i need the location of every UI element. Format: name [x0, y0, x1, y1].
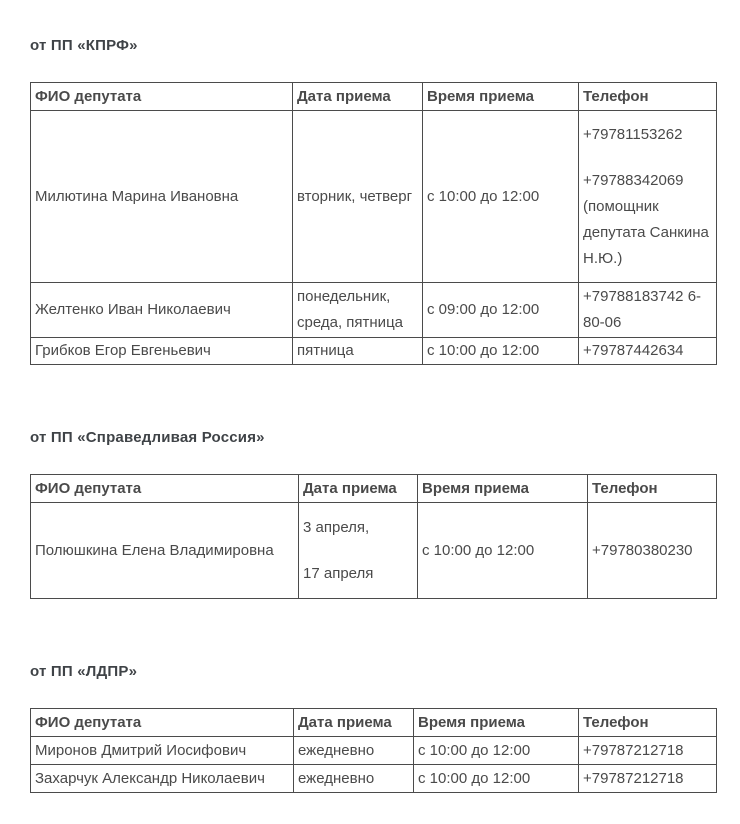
cell-text: с 10:00 до 12:00 [418, 769, 531, 787]
cell-text: 3 апреля, [303, 518, 370, 536]
table-cell [423, 111, 579, 283]
table-cell [423, 338, 579, 365]
table-row [31, 503, 717, 599]
table-cell [294, 737, 414, 765]
cell-text: ежедневно [298, 769, 375, 787]
cell-text: с 09:00 до 12:00 [427, 301, 540, 318]
table-cell [423, 283, 579, 338]
reception-table-ldpr [30, 708, 717, 793]
reception-table-kprf [30, 82, 717, 365]
table-cell [579, 111, 717, 283]
cell-text: Захарчук Александр Николаевич [35, 769, 265, 787]
table-cell [293, 283, 423, 338]
table-cell [293, 111, 423, 283]
column-header: ФИО депутата [31, 709, 294, 737]
table-row [31, 737, 717, 765]
section-ldpr [30, 663, 716, 793]
cell-text: с 10:00 до 12:00 [427, 342, 540, 359]
table-cell [299, 503, 418, 599]
cell-text: Грибков Егор Евгеньевич [35, 342, 211, 359]
table-cell [31, 503, 299, 599]
header-row [31, 709, 717, 737]
cell-text: ежедневно [298, 741, 375, 759]
cell-text: +79787442634 [583, 342, 684, 359]
column-header: Дата приема [294, 709, 414, 737]
cell-text: с 10:00 до 12:00 [422, 541, 535, 559]
cell-text: пятница [297, 342, 354, 359]
cell-text: 17 апреля [303, 564, 374, 582]
section-heading-kprf: от ПП «КПРФ» [30, 37, 138, 54]
section-heading-ldpr: от ПП «ЛДПР» [30, 663, 138, 680]
cell-text: +79780380230 [592, 541, 693, 559]
section-kprf [30, 37, 716, 365]
table-cell [579, 765, 717, 793]
table-cell [31, 765, 294, 793]
section-spravedlivaya-rossiya [30, 429, 716, 599]
cell-text: с 10:00 до 12:00 [418, 741, 531, 759]
column-header: Дата приема [293, 83, 423, 111]
column-header: Телефон [588, 475, 717, 503]
column-header: ФИО депутата [31, 475, 299, 503]
column-header: Телефон [579, 83, 717, 111]
table-cell [579, 283, 717, 338]
cell-text: Милютина Марина Ивановна [35, 187, 239, 205]
cell-text: +79788342069 (помощник депутата Санкина Н.Ю.) [583, 171, 709, 267]
column-header: Время приема [418, 475, 588, 503]
table-row [31, 111, 717, 283]
cell-text: Миронов Дмитрий Иосифович [35, 741, 247, 759]
table-row [31, 283, 717, 338]
column-header: Дата приема [299, 475, 418, 503]
reception-table-spravedlivaya-rossiya [30, 474, 717, 599]
table-cell [294, 765, 414, 793]
table-cell [31, 283, 293, 338]
table-row [31, 765, 717, 793]
cell-text: +79781153262 [583, 125, 683, 143]
cell-text: Желтенко Иван Николаевич [35, 301, 231, 318]
table-cell [579, 338, 717, 365]
column-header: Время приема [414, 709, 579, 737]
section-heading-spravedlivaya-rossiya: от ПП «Справедливая Россия» [30, 429, 265, 446]
header-row [31, 83, 717, 111]
table-cell [31, 737, 294, 765]
table-cell [588, 503, 717, 599]
column-header: Время приема [423, 83, 579, 111]
header-row [31, 475, 717, 503]
column-header: ФИО депутата [31, 83, 293, 111]
table-cell [414, 737, 579, 765]
cell-text: +79787212718 [583, 741, 684, 759]
table-cell [293, 338, 423, 365]
cell-text: понедельник, среда, пятница [297, 288, 403, 331]
table-cell [418, 503, 588, 599]
column-header: Телефон [579, 709, 717, 737]
cell-text: +79788183742 6-80-06 [583, 288, 702, 331]
table-cell [31, 338, 293, 365]
cell-text: с 10:00 до 12:00 [427, 187, 540, 205]
table-cell [31, 111, 293, 283]
table-cell [579, 737, 717, 765]
table-row [31, 338, 717, 365]
cell-text: вторник, четверг [297, 187, 413, 205]
cell-text: +79787212718 [583, 769, 684, 787]
cell-text: Полюшкина Елена Владимировна [35, 541, 274, 559]
table-cell [414, 765, 579, 793]
